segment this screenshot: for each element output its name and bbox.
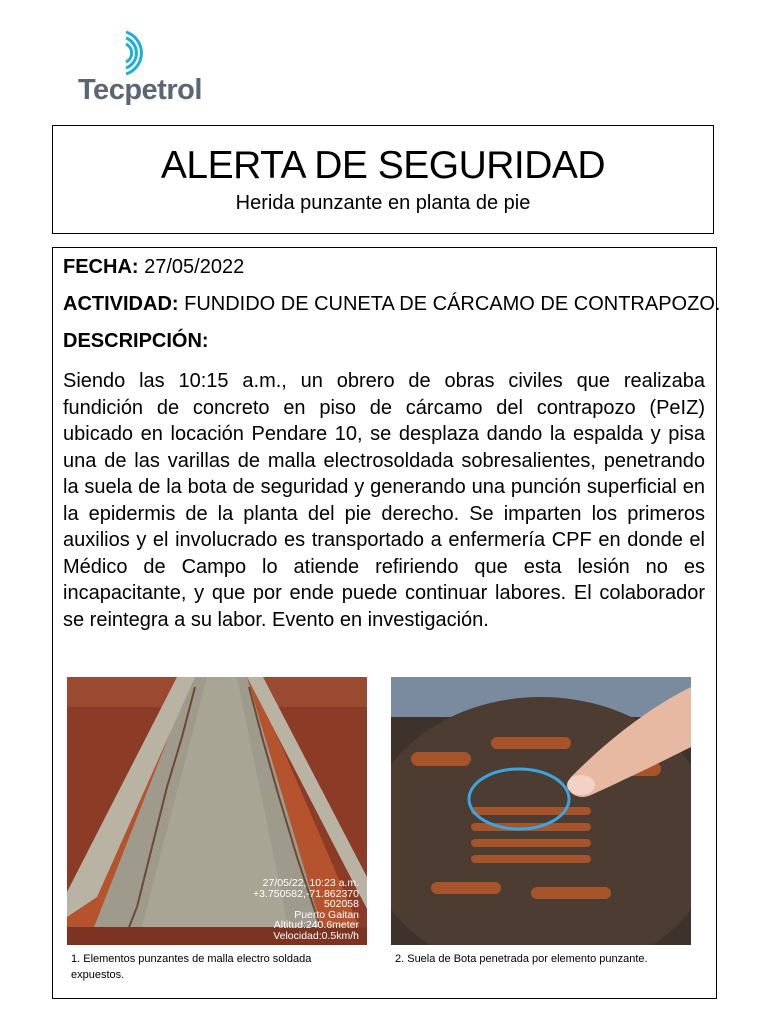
fecha-label: FECHA: [63,256,139,278]
company-logo [78,28,218,108]
photo-1-caption: 1. Elementos punzantes de malla electro soldada expuestos. [71,953,312,981]
fecha-row [63,256,244,279]
alert-header [52,125,714,234]
boot-sole-image [391,677,691,945]
photo-boot-sole [391,677,691,945]
photo-timestamp-overlay: 27/05/22, 10:23 a.m. +3.750582,-71.862370 502058 Puerto Gaitan Altitud:240.6meter Velocidad:0.5km/h [253,877,359,942]
actividad-value: FUNDIDO DE CUNETA DE CÁRCAMO DE CONTRAPOZO. [178,293,721,315]
logo-wordmark: Tecpetrol [78,74,202,106]
descripcion-row [63,330,209,353]
photo-2-caption: 2. Suela de Bota penetrada por elemento punzante. [395,953,648,965]
alert-subtitle: Herida punzante en planta de pie [235,192,531,214]
alert-body [52,247,721,999]
descripcion-label: DESCRIPCIÓN: [63,330,209,352]
fecha-value: 27/05/2022 [138,256,245,278]
actividad-row [63,293,720,316]
logo-arcs-icon [118,28,158,78]
description-text: Siendo las 10:15 a.m., un obrero de obras civiles que realizaba fundición de concreto en piso de cárcamo del contrapozo (PeIZ) ubicado en locación Pendare 10, se desplaza dando la espalda y pisa una de las varillas de malla electrosoldada sobresalientes, penetrando la suela de la bota de seguridad y generando una punción superficial en la epidermis de la planta del pie derecho. Se imparten los primeros auxilios y el involucrado es transportado a enfermería CPF en donde el Médico de Campo lo atiende refiriendo que esta lesión no es incapacitante, y que por ende puede continuar labores. El colaborador se reintegra a su labor. Evento en investigación. [63,370,705,631]
actividad-label: ACTIVIDAD: [63,293,179,315]
alert-title: ALERTA DE SEGURIDAD [160,144,606,187]
photo-trench [67,677,367,945]
